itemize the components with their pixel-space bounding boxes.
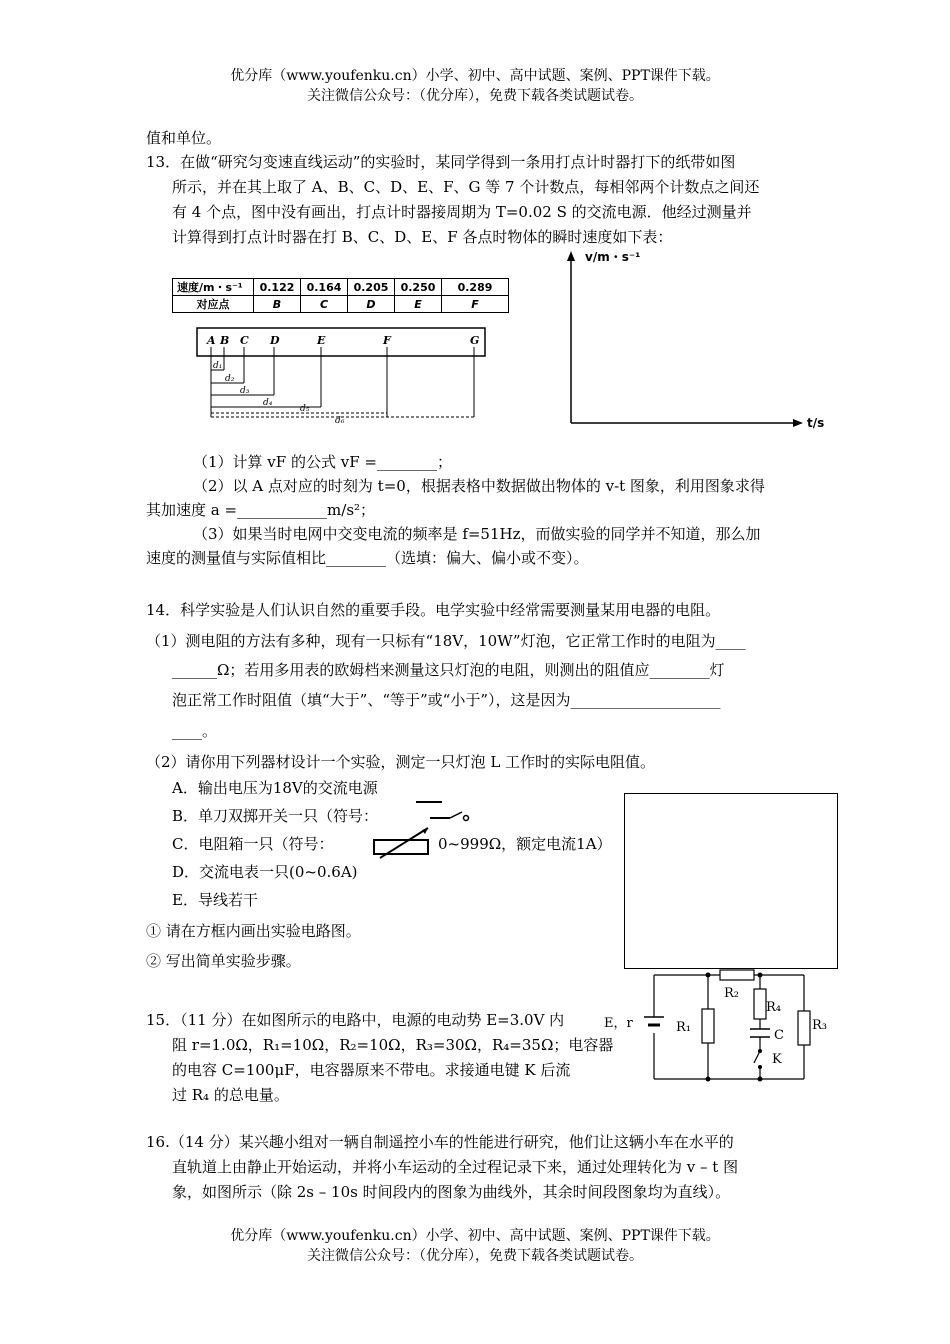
table-cell: D — [348, 296, 395, 313]
q13-part-3b: 速度的测量值与实际值相比________（选填：偏大、偏小或不变）。 — [146, 549, 589, 567]
circuit-label-r4: R₄ — [766, 1000, 781, 1015]
footer-line-1: 优分库（www.youfenku.cn）小学、初中、高中试题、案例、PPT课件下载。 — [230, 1228, 720, 1244]
circuit-drawing-box — [624, 793, 838, 969]
table-cell: 0.205 — [348, 279, 395, 296]
circuit-label-r3: R₃ — [812, 1018, 827, 1033]
q15-line-2: 阻 r=1.0Ω，R₁=10Ω，R₂=10Ω，R₃=30Ω，R₄=35Ω；电容器 — [172, 1036, 614, 1054]
q13-line-3: 有 4 个点，图中没有画出，打点计时器接周期为 T=0.02 S 的交流电源．他经过测量并 — [172, 203, 752, 221]
table-cell: F — [442, 296, 509, 313]
q14-step-1: ① 请在方框内画出实验电路图。 — [146, 922, 361, 940]
paper-tape-figure — [195, 325, 495, 425]
q14-line-6: （2）请你用下列器材设计一个实验，测定一只灯泡 L 工作时的实际电阻值。 — [146, 753, 656, 771]
q13-part-2b: 其加速度 a =____________m/s²； — [146, 501, 376, 519]
q16-line-1: 16.（14 分）某兴趣小组对一辆自制遥控小车的性能进行研究，他们让这辆小车在水平的 — [146, 1133, 734, 1151]
velocity-table — [172, 278, 509, 313]
q14-option-c: C．电阻箱一只（符号： — [172, 835, 334, 853]
q16-line-2: 直轨道上由静止开始运动，并将小车运动的全过程记录下来，通过处理转化为 v – t 图 — [172, 1158, 739, 1176]
circuit-label-c: C — [774, 1028, 784, 1043]
table-cell: B — [254, 296, 301, 313]
vt-graph-axes — [555, 245, 835, 430]
table-row — [173, 296, 509, 313]
q14-line-3: ______Ω；若用多用表的欧姆档来测量这只灯泡的电阻，则测出的阻值应________灯 — [172, 661, 725, 679]
dist-label: d₁ — [213, 361, 223, 371]
tape-point-D: D — [270, 334, 280, 347]
dist-label: d₆ — [335, 416, 345, 425]
q14-option-c-range: 0~999Ω，额定电流1A） — [438, 835, 612, 853]
q15-circuit-diagram — [600, 965, 840, 1085]
q15-line-1: 15．（11 分）在如图所示的电路中，电源的电动势 E=3.0V 内 — [146, 1011, 565, 1029]
y-axis-label: v/m・s⁻¹ — [585, 250, 641, 264]
q13-line-2: 所示，并在其上取了 A、B、C、D、E、F、G 等 7 个计数点，每相邻两个计数点之间还 — [172, 178, 760, 196]
resistance-box-symbol-icon — [370, 822, 436, 862]
q13-part-3a: （3）如果当时电网中交变电流的频率是 f=51Hz，而做实验的同学并不知道，那么加 — [193, 525, 761, 543]
q14-line-1: 14．科学实验是人们认识自然的重要手段。电学实验中经常需要测量某用电器的电阻。 — [146, 601, 721, 619]
circuit-label-r1: R₁ — [676, 1020, 691, 1035]
q14-line-5: ____。 — [172, 722, 218, 740]
dist-label: d₂ — [225, 374, 235, 384]
table-cell: 0.164 — [301, 279, 348, 296]
q14-option-a: A．输出电压为18V的交流电源 — [172, 779, 378, 797]
q14-option-e: E．导线若干 — [172, 891, 258, 909]
tape-point-C: C — [240, 334, 249, 347]
q16-line-3: 象，如图所示（除 2s – 10s 时间段内的图象为曲线外，其余时间段图象均为直线）。 — [172, 1183, 731, 1201]
q13-line-1: 13．在做“研究匀变速直线运动”的实验时，某同学得到一条用打点计时器打下的纸带如图 — [146, 153, 736, 171]
tape-point-F: F — [383, 334, 391, 347]
dist-label: d₃ — [240, 386, 250, 396]
tape-point-A: A — [207, 334, 216, 347]
dist-label: d₄ — [263, 398, 273, 408]
tape-point-E: E — [317, 334, 326, 347]
tape-point-B: B — [220, 334, 230, 347]
y-axis-arrow-icon — [567, 251, 575, 261]
header-line-2: 关注微信公众号：（优分库），免费下载各类试题试卷。 — [307, 88, 643, 104]
q13-part-2a: （2）以 A 点对应的时刻为 t=0，根据表格中数据做出物体的 v-t 图象，利用图象求得 — [193, 477, 765, 495]
table-cell: 0.122 — [254, 279, 301, 296]
x-axis-label: t/s — [807, 416, 825, 430]
table-row — [173, 279, 509, 296]
x-axis-arrow-icon — [793, 419, 803, 427]
q15-line-4: 过 R₄ 的总电量。 — [172, 1086, 289, 1104]
table-row-label: 速度/m・s⁻¹ — [173, 279, 254, 296]
q14-line-2: （1）测电阻的方法有多种，现有一只标有“18V，10W”灯泡，它正常工作时的电阻为____ — [146, 632, 746, 650]
top-fragment: 值和单位。 — [146, 129, 222, 147]
dist-label: d₅ — [300, 404, 310, 414]
q15-line-3: 的电容 C=100μF，电容器原来不带电。求接通电键 K 后流 — [172, 1061, 571, 1079]
table-cell: C — [301, 296, 348, 313]
circuit-label-k: K — [772, 1052, 782, 1067]
header-line-1: 优分库（www.youfenku.cn）小学、初中、高中试题、案例、PPT课件下载。 — [230, 68, 720, 84]
footer-line-2: 关注微信公众号：（优分库），免费下载各类试题试卷。 — [307, 1248, 643, 1264]
circuit-label-r2: R₂ — [724, 986, 739, 1001]
q14-option-d: D．交流电表一只(0~0.6A) — [172, 863, 358, 881]
circuit-label-source: E，r — [604, 1016, 633, 1031]
q14-option-b: B．单刀双掷开关一只（符号： — [172, 807, 379, 825]
q14-step-2: ② 写出简单实验步骤。 — [146, 952, 301, 970]
table-cell: 0.289 — [442, 279, 509, 296]
q14-line-4: 泡正常工作时阻值（填“大于”、“等于”或“小于”），这是因为____________________ — [172, 691, 721, 709]
table-row-label: 对应点 — [173, 296, 254, 313]
q13-part-1: （1）计算 vF 的公式 vF =________； — [193, 453, 452, 471]
table-cell: E — [395, 296, 442, 313]
table-cell: 0.250 — [395, 279, 442, 296]
tape-point-G: G — [470, 334, 480, 347]
q13-line-4: 计算得到打点计时器在打 B、C、D、E、F 各点时物体的瞬时速度如下表： — [172, 228, 673, 246]
